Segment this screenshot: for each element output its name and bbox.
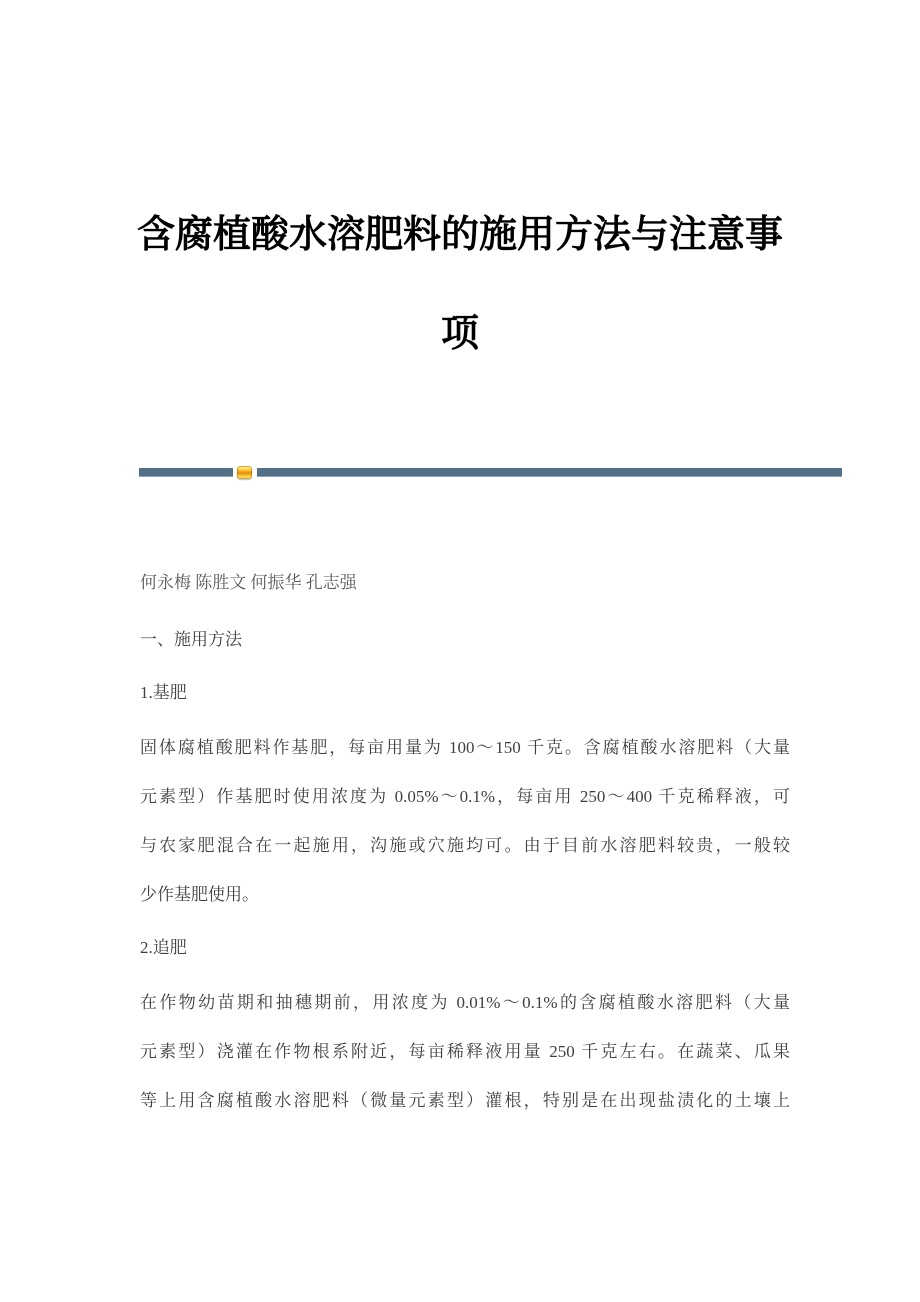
paragraph-line: 固体腐植酸肥料作基肥，每亩用量为 100～150 千克。含腐植酸水溶肥料（大量 [140, 738, 790, 757]
paragraph-line: 元素型）浇灌在作物根系附近，每亩稀释液用量 250 千克左右。在蔬菜、瓜果 [140, 1042, 790, 1061]
paragraph-base-fertilizer [140, 723, 790, 919]
gold-marker-icon [237, 466, 252, 479]
paragraph-topdressing [140, 978, 790, 1125]
divider-bar-right [257, 468, 842, 477]
section-heading-application-methods: 一、施用方法 [140, 630, 242, 649]
paragraph-line: 等上用含腐植酸水溶肥料（微量元素型）灌根，特别是在出现盐渍化的土壤上 [140, 1091, 790, 1110]
paragraph-line: 在作物幼苗期和抽穗期前，用浓度为 0.01%～0.1%的含腐植酸水溶肥料（大量 [140, 993, 790, 1012]
page-title-line-1: 含腐植酸水溶肥料的施用方法与注意事 [136, 214, 783, 256]
document-body [140, 558, 790, 1125]
paragraph-line: 与农家肥混合在一起施用，沟施或穴施均可。由于目前水溶肥料较贵，一般较 [140, 836, 790, 855]
paragraph-line: 元素型）作基肥时使用浓度为 0.05%～0.1%，每亩用 250～400 千克稀释液，可 [140, 787, 790, 806]
title-divider [139, 465, 842, 480]
paragraph-line: 少作基肥使用。 [140, 885, 259, 904]
divider-bar-left [139, 468, 233, 477]
subheading-base-fertilizer: 1.基肥 [140, 683, 187, 702]
page-title [135, 186, 785, 384]
author-byline: 何永梅 陈胜文 何振华 孔志强 [140, 573, 357, 592]
subheading-topdressing: 2.追肥 [140, 938, 187, 957]
page-title-line-2: 项 [440, 313, 479, 355]
